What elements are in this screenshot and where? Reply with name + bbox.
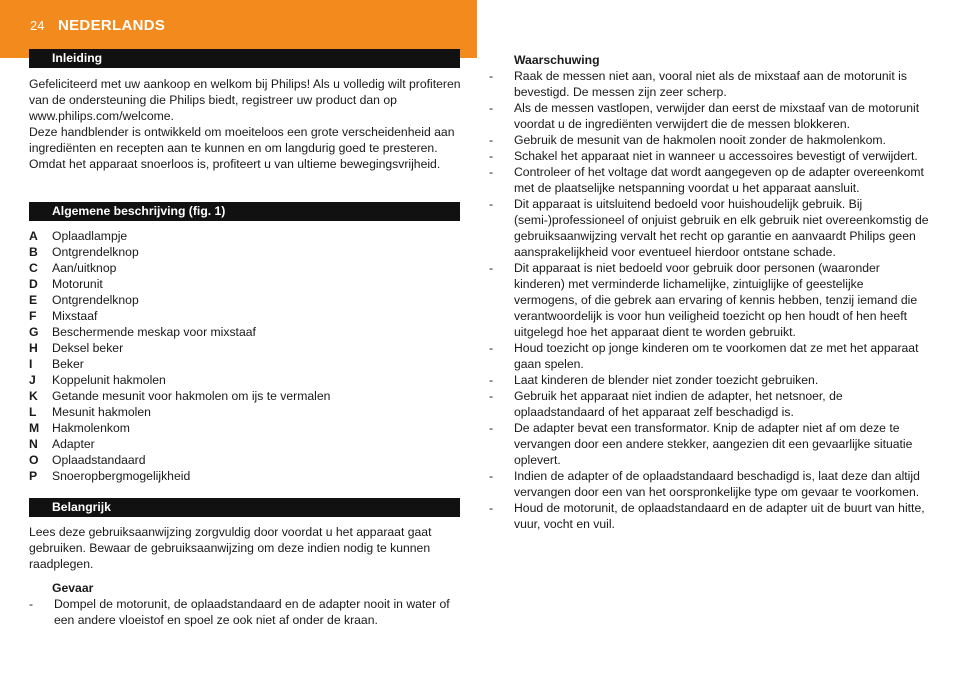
part-label: Oplaadstandaard xyxy=(52,453,146,467)
warning-item xyxy=(489,468,929,500)
warning-item xyxy=(489,148,929,164)
list-dash: - xyxy=(489,165,494,179)
parts-list-item xyxy=(29,356,330,372)
parts-list-item xyxy=(29,436,330,452)
list-dash: - xyxy=(489,389,494,403)
parts-list-item xyxy=(29,404,330,420)
list-dash: - xyxy=(489,101,494,115)
parts-list-item xyxy=(29,276,330,292)
parts-list-item xyxy=(29,308,330,324)
part-label: Beschermende meskap voor mixstaaf xyxy=(52,325,256,339)
danger-item xyxy=(29,596,461,628)
part-label: Koppelunit hakmolen xyxy=(52,373,166,387)
danger-list xyxy=(29,596,461,628)
list-dash: - xyxy=(489,469,494,483)
warning-item-text: Houd de motorunit, de oplaadstandaard en de adapter uit de buurt van hitte, vuur, vocht en vuil. xyxy=(514,501,925,531)
list-dash: - xyxy=(489,149,494,163)
language-title: NEDERLANDS xyxy=(58,17,166,34)
part-label: Aan/uitknop xyxy=(52,261,117,275)
warning-item xyxy=(489,420,929,468)
warning-item xyxy=(489,340,929,372)
warning-item xyxy=(489,260,929,340)
part-code: C xyxy=(29,261,38,275)
warning-item xyxy=(489,164,929,196)
warning-item-text: Als de messen vastlopen, verwijder dan eerst de mixstaaf van de motorunit voordat u de ingrediënten verwijdert die de messen blokkeren. xyxy=(514,101,920,131)
warning-item-text: Controleer of het voltage dat wordt aangegeven op de adapter overeenkomt met de plaatselijke netspanning voordat u het apparaat aansluit. xyxy=(514,165,924,195)
warning-item xyxy=(489,196,929,260)
danger-heading: Gevaar xyxy=(52,581,94,595)
list-dash: - xyxy=(29,597,34,611)
part-code: A xyxy=(29,229,38,243)
part-code: J xyxy=(29,373,36,387)
part-code: I xyxy=(29,357,33,371)
part-code: G xyxy=(29,325,39,339)
section-heading-intro: Inleiding xyxy=(29,49,460,68)
warning-item xyxy=(489,388,929,420)
part-code: P xyxy=(29,469,38,483)
list-dash: - xyxy=(489,69,494,83)
warning-item-text: Gebruik het apparaat niet indien de adapter, het netsnoer, de oplaadstandaard of het apparaat zelf beschadigd is. xyxy=(514,389,843,419)
part-code: K xyxy=(29,389,38,403)
warning-item xyxy=(489,372,929,388)
part-code: M xyxy=(29,421,40,435)
parts-list-item xyxy=(29,420,330,436)
warning-item-text: Gebruik de mesunit van de hakmolen nooit zonder de hakmolenkom. xyxy=(514,133,886,147)
part-label: Mixstaaf xyxy=(52,309,98,323)
part-label: Beker xyxy=(52,357,84,371)
part-label: Getande mesunit voor hakmolen om ijs te vermalen xyxy=(52,389,331,403)
part-label: Deksel beker xyxy=(52,341,124,355)
warning-item-text: Indien de adapter of de oplaadstandaard beschadigd is, laat deze dan altijd vervangen door een van het oorspronkelijke type om gevaar te voorkomen. xyxy=(514,469,920,499)
warning-item xyxy=(489,68,929,100)
list-dash: - xyxy=(489,133,494,147)
intro-paragraph-2: Deze handblender is ontwikkeld om moeiteloos een grote verscheidenheid aan ingrediënten en recepten aan te kunnen en om langdurig goed te presteren. Omdat het apparaat snoerloos is, profiteert u van ultieme bewegingsvrijheid. xyxy=(29,125,455,171)
warning-item xyxy=(489,132,929,148)
warning-item-text: Laat kinderen de blender niet zonder toezicht gebruiken. xyxy=(514,373,819,387)
part-code: H xyxy=(29,341,38,355)
warning-item xyxy=(489,100,929,132)
part-code: E xyxy=(29,293,38,307)
parts-list-item xyxy=(29,292,330,308)
page-number: 24 xyxy=(30,18,45,33)
list-dash: - xyxy=(489,261,494,275)
part-label: Oplaadlampje xyxy=(52,229,128,243)
warning-item-text: Raak de messen niet aan, vooral niet als de mixstaaf aan de motorunit is bevestigd. De messen zijn zeer scherp. xyxy=(514,69,907,99)
list-dash: - xyxy=(489,373,494,387)
warning-item-text: Schakel het apparaat niet in wanneer u accessoires bevestigt of verwijdert. xyxy=(514,149,918,163)
warning-item-text: Dit apparaat is niet bedoeld voor gebruik door personen (waaronder kinderen) met verminderde lichamelijke, zintuiglijke of geestelijke vermogens, of die gebrek aan ervaring of kennis hebben, tenzij iemand die verantwoordelijk is voor hun veiligheid toezicht op hen houdt of hen heeft uitgelegd hoe het apparaat dient te worden gebruikt. xyxy=(514,261,918,339)
part-label: Ontgrendelknop xyxy=(52,293,139,307)
parts-list-item xyxy=(29,244,330,260)
parts-list-item xyxy=(29,228,330,244)
part-code: B xyxy=(29,245,38,259)
parts-list-item xyxy=(29,260,330,276)
warning-item xyxy=(489,500,929,532)
part-code: L xyxy=(29,405,37,419)
part-label: Snoeropbergmogelijkheid xyxy=(52,469,191,483)
list-dash: - xyxy=(489,341,494,355)
list-dash: - xyxy=(489,501,494,515)
part-label: Adapter xyxy=(52,437,95,451)
parts-list-item xyxy=(29,388,330,404)
section-heading-important: Belangrijk xyxy=(29,498,460,517)
part-code: O xyxy=(29,453,39,467)
parts-list-item xyxy=(29,468,330,484)
intro-paragraph-1: Gefeliciteerd met uw aankoop en welkom bij Philips! Als u volledig wilt profiteren van de ondersteuning die Philips biedt, registreer uw product dan op www.philips.com/welcome. xyxy=(29,77,461,123)
warning-item-text: Houd toezicht op jonge kinderen om te voorkomen dat ze met het apparaat gaan spelen. xyxy=(514,341,919,371)
part-code: N xyxy=(29,437,38,451)
part-label: Ontgrendelknop xyxy=(52,245,139,259)
part-label: Mesunit hakmolen xyxy=(52,405,151,419)
parts-list-item xyxy=(29,340,330,356)
list-dash: - xyxy=(489,421,494,435)
important-paragraph: Lees deze gebruiksaanwijzing zorgvuldig door voordat u het apparaat gaat gebruiken. Bewaar de gebruiksaanwijzing om deze indien nodig te kunnen raadplegen. xyxy=(29,525,432,571)
parts-list-item xyxy=(29,324,330,340)
section-heading-general-description: Algemene beschrijving (fig. 1) xyxy=(29,202,460,221)
warning-item-text: De adapter bevat een transformator. Knip de adapter niet af om deze te vervangen door een andere stekker, aangezien dit een gevaarlijke situatie oplevert. xyxy=(514,421,913,467)
list-dash: - xyxy=(489,197,494,211)
part-label: Hakmolenkom xyxy=(52,421,130,435)
warning-list xyxy=(489,68,929,532)
warning-item-text: Dit apparaat is uitsluitend bedoeld voor huishoudelijk gebruik. Bij (semi-)professioneel of onjuist gebruik en elk gebruik niet overeenkomstig de gebruiksaanwijzing vervalt het recht op garantie en aanvaardt Philips geen aansprakelijkheid voor eventueel hierdoor ontstane schade. xyxy=(514,197,929,259)
parts-list-item xyxy=(29,372,330,388)
part-label: Motorunit xyxy=(52,277,103,291)
part-code: D xyxy=(29,277,38,291)
danger-item-text: Dompel de motorunit, de oplaadstandaard en de adapter nooit in water of een andere vloeistof en spoel ze ook niet af onder de kraan. xyxy=(54,597,450,627)
parts-list-item xyxy=(29,452,330,468)
warning-heading: Waarschuwing xyxy=(514,53,600,67)
parts-list xyxy=(29,228,330,484)
part-code: F xyxy=(29,309,37,323)
